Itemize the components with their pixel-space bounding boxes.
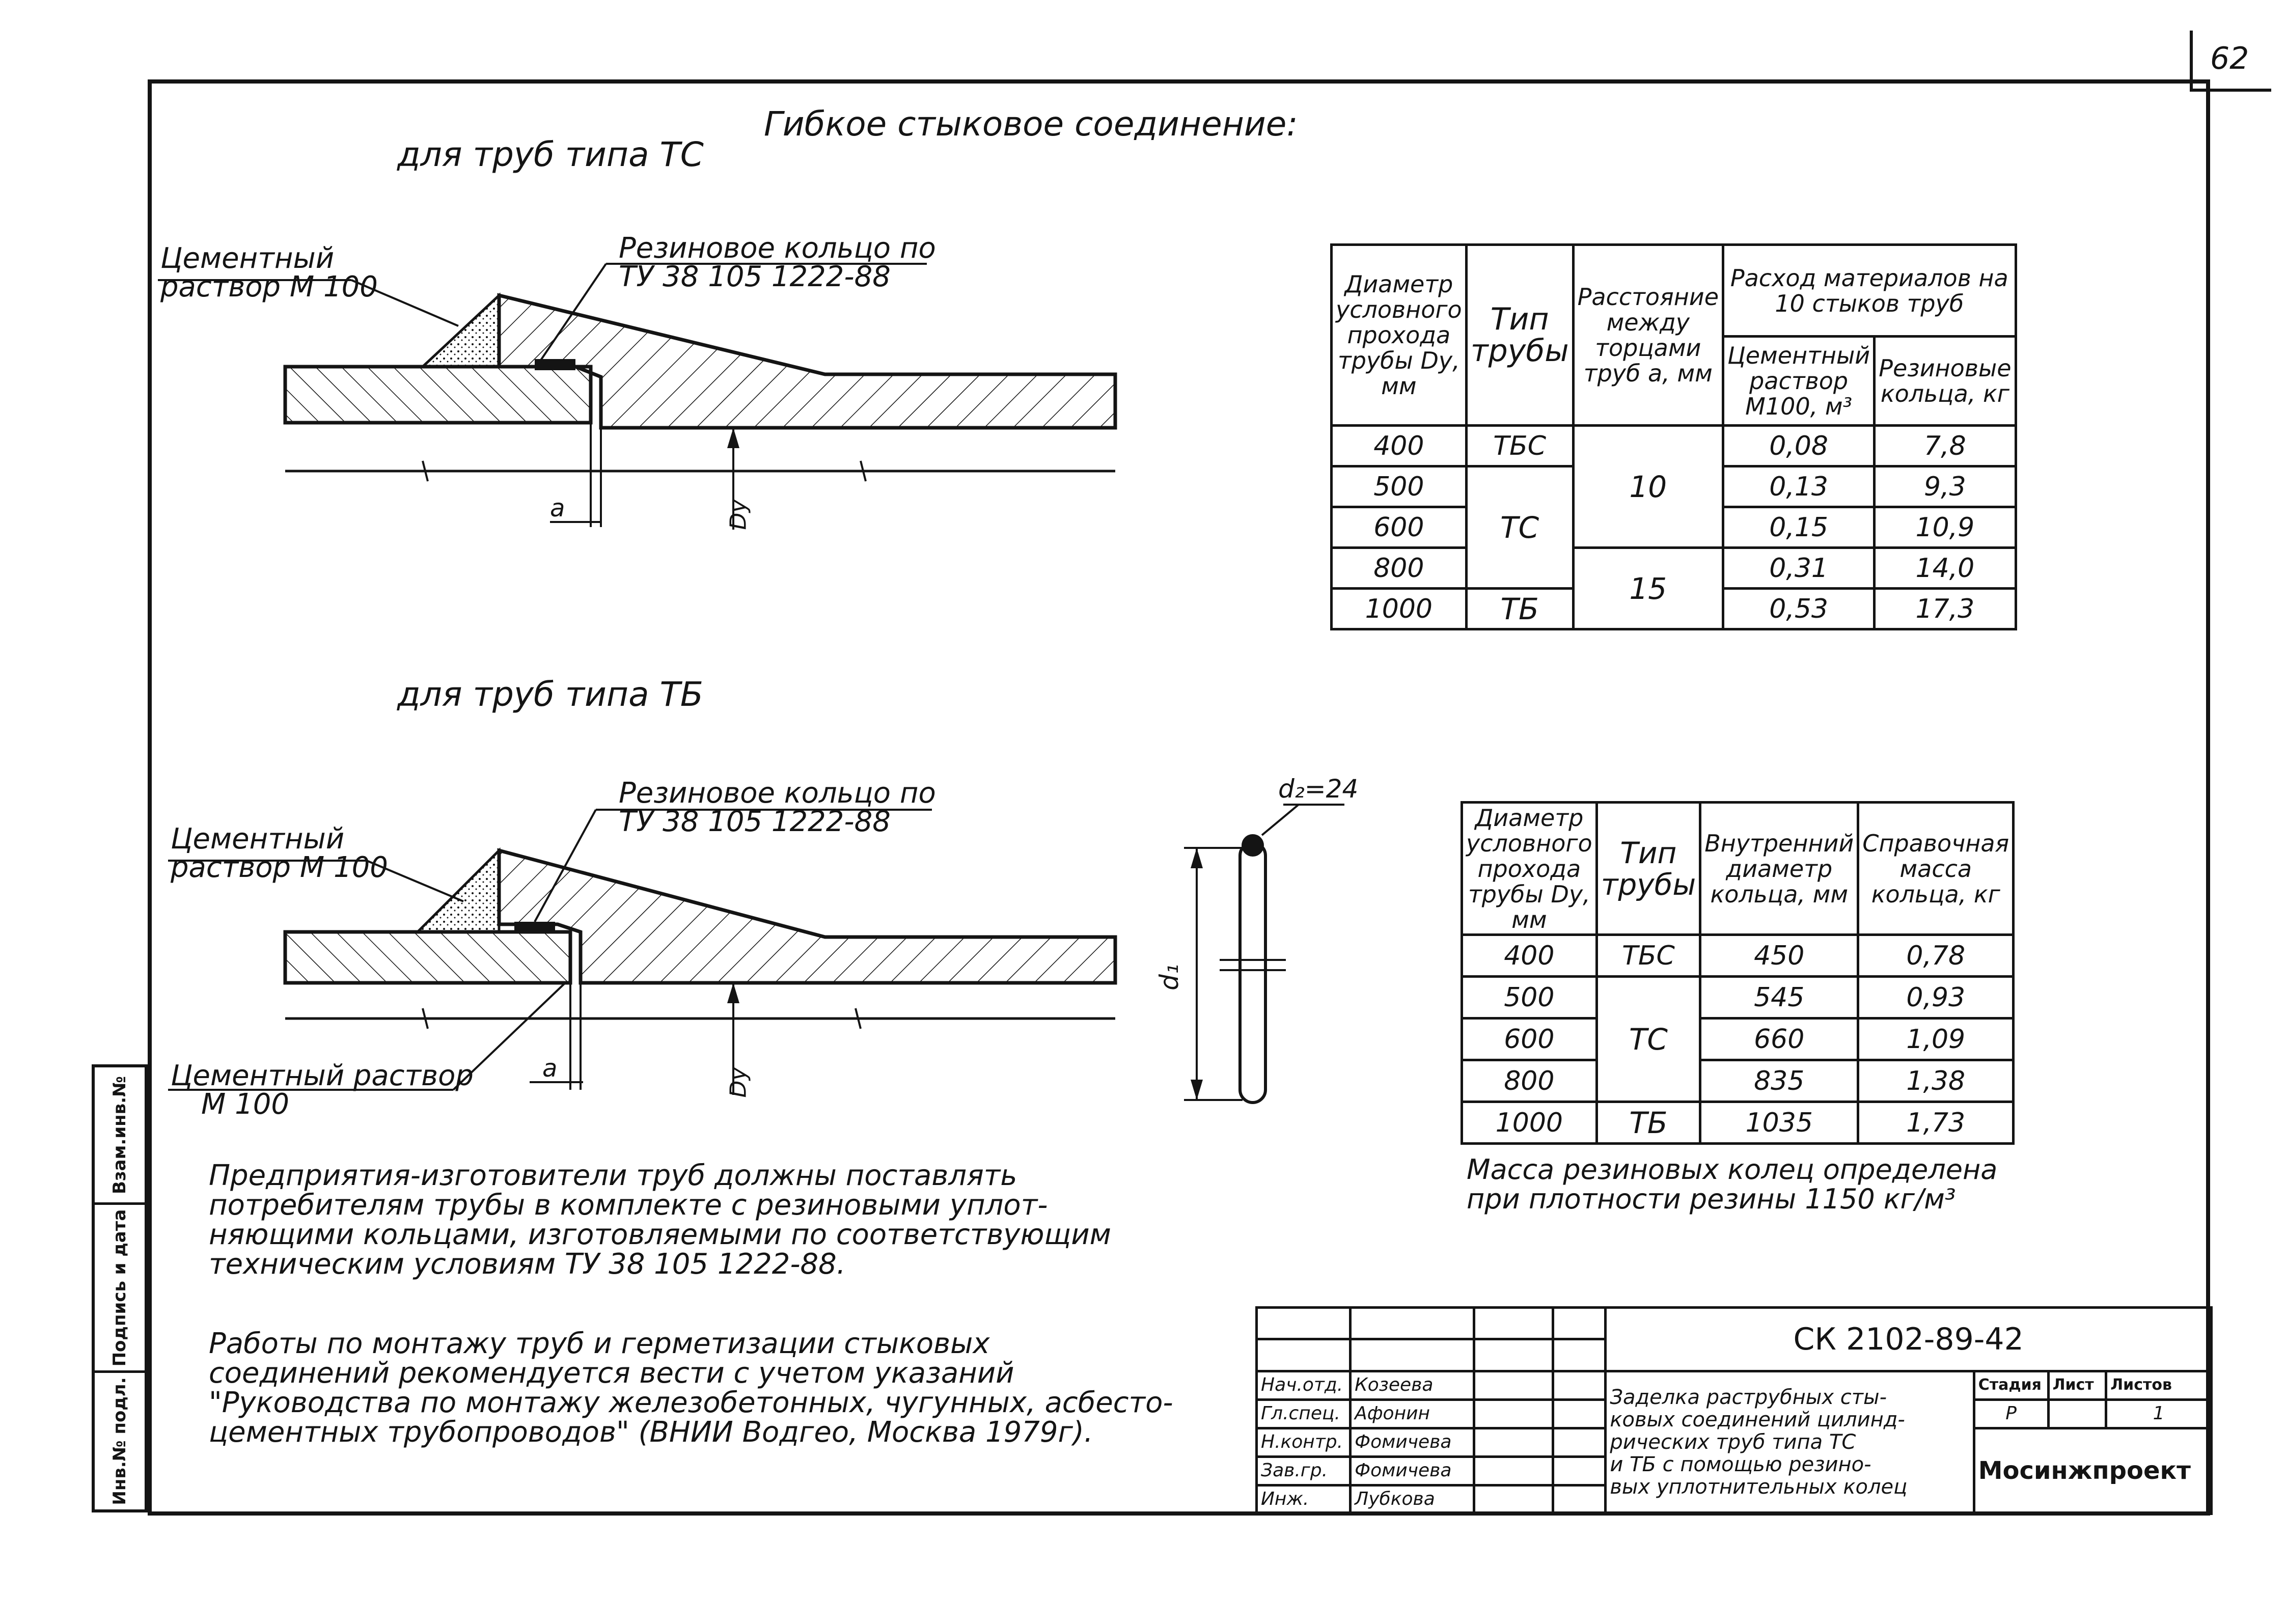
tb-rubber-ring — [514, 922, 555, 933]
t2-cell-type: ТС — [1596, 977, 1700, 1102]
table-row — [1332, 426, 2016, 466]
stamp-stage-label: Стадия — [1974, 1371, 2048, 1399]
ring-d2-label: d₂=24 — [1278, 774, 1359, 804]
tb-ring-label — [619, 779, 936, 836]
tc-dim-a: a — [550, 494, 565, 522]
t1-cell-mortar: 0,13 — [1723, 466, 1875, 507]
stamp-title-line: Заделка раструбных сты- — [1610, 1386, 1887, 1410]
t2-cell-mass: 1,38 — [1858, 1060, 2014, 1102]
t1-cell-rings: 17,3 — [1875, 589, 2016, 629]
stamp-role: Гл.спец. — [1257, 1399, 1351, 1428]
tb-mortar-fill — [418, 850, 499, 932]
stamp-title-line: вых уплотнительных колец — [1610, 1475, 1908, 1499]
note1-line: техническим условиям ТУ 38 105 1222-88. — [209, 1248, 846, 1281]
stamp-title-line: рических труб типа ТС — [1610, 1430, 1856, 1454]
table-row — [1332, 548, 2016, 589]
doc-code: СК 2102-89-42 — [1606, 1308, 2212, 1371]
stamp-name: Фомичева — [1351, 1456, 1474, 1485]
note1-line: потребителям трубы в комплекте с резиновыми уплот- — [209, 1189, 1048, 1222]
t2-cell-inner: 1035 — [1700, 1102, 1858, 1144]
stamp-role: Инж. — [1257, 1485, 1351, 1513]
t1-cell-rings: 9,3 — [1875, 466, 2016, 507]
note1-line: Предприятия-изготовители труб должны поставлять — [209, 1159, 1017, 1192]
t2-cell-dy: 800 — [1462, 1060, 1597, 1102]
stamp-title-line: ковых соединений цилинд- — [1610, 1408, 1905, 1432]
side-label-signature: Подпись и дата — [109, 1209, 130, 1366]
note1-line: няющими кольцами, изготовляемыми по соответствующим — [209, 1218, 1111, 1251]
stamp-role: Н.контр. — [1257, 1428, 1351, 1456]
side-label-inventory: Инв.№ подл. — [109, 1377, 130, 1505]
t2-cell-dy: 500 — [1462, 977, 1597, 1019]
t2-cell-mass: 1,73 — [1858, 1102, 2014, 1144]
note-manufacturers — [209, 1161, 1111, 1279]
table-material-consumption — [1330, 243, 2017, 630]
t1-cell-rings: 14,0 — [1875, 548, 2016, 589]
tc-mortar-fill — [423, 295, 499, 367]
t2-cell-type: ТБС — [1596, 935, 1700, 977]
t2-cell-mass: 0,93 — [1858, 977, 2014, 1019]
t1-cell-gap: 15 — [1573, 548, 1723, 629]
diagram-tc — [158, 260, 1115, 530]
stamp-name: Лубкова — [1351, 1485, 1474, 1513]
stamp-stage: Р — [1974, 1399, 2048, 1428]
tc-ring-label — [619, 234, 936, 291]
t1-cell-dy: 1000 — [1332, 589, 1467, 629]
t1-cell-dy: 400 — [1332, 426, 1467, 466]
t2-cell-dy: 600 — [1462, 1019, 1597, 1060]
t1-cell-rings: 10,9 — [1875, 507, 2016, 548]
t2-header-type: Тип трубы — [1596, 803, 1700, 935]
t1-cell-dy: 600 — [1332, 507, 1467, 548]
table-row — [1462, 977, 2014, 1019]
mass-note-line2: при плотности резины 1150 кг/м³ — [1467, 1183, 1956, 1215]
tc-ring-label-line2: ТУ 38 105 1222-88 — [619, 260, 891, 293]
tb-mortar-bottom-line2: М 100 — [201, 1088, 290, 1121]
t1-cell-gap: 10 — [1573, 426, 1723, 548]
t1-header-rings: Резиновые кольца, кг — [1875, 337, 2016, 426]
ring-diagram — [1184, 805, 1344, 1103]
t1-header-mortar: Цементный раствор М100, м³ — [1723, 337, 1875, 426]
tc-mortar-label-line1: Цементный — [160, 242, 335, 275]
tb-spigot-wall — [285, 932, 570, 983]
table-ring-dimensions — [1461, 801, 2015, 1145]
t1-header-gap: Расстояние между торцами труб a, мм — [1573, 245, 1723, 426]
stamp-title — [1606, 1371, 1974, 1513]
stamp-name: Фомичева — [1351, 1428, 1474, 1456]
tb-ring-label-line2: ТУ 38 105 1222-88 — [619, 805, 891, 838]
table-row — [1462, 1102, 2014, 1144]
t1-cell-dy: 500 — [1332, 466, 1467, 507]
tc-ring-label-line1: Резиновое кольцо по — [619, 232, 936, 265]
note2-line: Работы по монтажу труб и герметизации стыковых — [209, 1327, 990, 1360]
mass-note — [1467, 1155, 1997, 1214]
t1-header-type: Тип трубы — [1466, 245, 1573, 426]
note2-line: "Руководства по монтажу железобетонных, чугунных, асбесто- — [209, 1386, 1173, 1419]
t2-header-diameter: Диаметр условного прохода трубы Dу, мм — [1462, 803, 1597, 935]
t2-cell-mass: 1,09 — [1858, 1019, 2014, 1060]
t1-cell-rings: 7,8 — [1875, 426, 2016, 466]
t2-header-mass: Справочная масса кольца, кг — [1858, 803, 2014, 935]
table-row — [1462, 935, 2014, 977]
stamp-role: Зав.гр. — [1257, 1456, 1351, 1485]
stamp-sheet-label: Лист — [2048, 1371, 2106, 1399]
tb-mortar-bottom-label — [171, 1059, 474, 1121]
note-installation — [209, 1329, 1173, 1447]
t1-cell-type: ТБ — [1466, 589, 1573, 629]
stamp-sheets-label: Листов — [2106, 1371, 2212, 1399]
tb-bell-socket — [499, 850, 1115, 983]
t1-header-diameter: Диаметр условного прохода трубы Dу, мм — [1332, 245, 1467, 426]
t2-cell-mass: 0,78 — [1858, 935, 2014, 977]
t2-cell-dy: 1000 — [1462, 1102, 1597, 1144]
t1-cell-type: ТС — [1466, 466, 1573, 589]
t2-cell-inner: 545 — [1700, 977, 1858, 1019]
title-block — [1255, 1306, 2213, 1515]
t2-cell-inner: 450 — [1700, 935, 1858, 977]
t1-cell-mortar: 0,31 — [1723, 548, 1875, 589]
t2-cell-inner: 660 — [1700, 1019, 1858, 1060]
stamp-role: Нач.отд. — [1257, 1371, 1351, 1399]
tb-ring-label-line1: Резиновое кольцо по — [619, 777, 936, 810]
stamp-title-line: и ТБ с помощью резино- — [1610, 1453, 1871, 1477]
tc-spigot-wall — [285, 367, 591, 423]
tc-mortar-label-line2: раствор М 100 — [160, 270, 378, 304]
tb-mortar-label-line1: Цементный — [171, 822, 345, 856]
table-row — [1462, 1019, 2014, 1060]
tb-mortar-bottom-line1: Цементный раствор — [171, 1059, 474, 1092]
tb-dim-a: a — [542, 1054, 558, 1083]
ring-section-dot — [1242, 834, 1264, 857]
t1-header-consumption: Расход материалов на 10 стыков труб — [1723, 245, 2016, 337]
tb-mortar-label-line2: раствор М 100 — [171, 851, 388, 884]
ring-d1-label: d₁ — [1154, 964, 1184, 990]
tb-mortar-label — [171, 822, 388, 884]
section-title-tc: для труб типа ТС — [397, 135, 704, 174]
t2-header-inner: Внутренний диаметр кольца, мм — [1700, 803, 1858, 935]
stamp-name: Афонин — [1351, 1399, 1474, 1428]
stamp-name: Козеева — [1351, 1371, 1474, 1399]
t1-cell-dy: 800 — [1332, 548, 1467, 589]
page-title: Гибкое стыковое соединение: — [764, 104, 1298, 144]
tc-mortar-label — [160, 242, 378, 304]
t1-cell-mortar: 0,08 — [1723, 426, 1875, 466]
t1-cell-type: ТБС — [1466, 426, 1573, 466]
mass-note-line1: Масса резиновых колец определена — [1467, 1153, 1998, 1186]
stamp-sheets: 1 — [2106, 1399, 2212, 1428]
t2-cell-dy: 400 — [1462, 935, 1597, 977]
t2-cell-inner: 835 — [1700, 1060, 1858, 1102]
tb-dim-dy: Dу — [725, 1067, 752, 1098]
side-label-replace: Взам.инв.№ — [109, 1076, 130, 1194]
table-row — [1462, 1060, 2014, 1102]
t1-cell-mortar: 0,53 — [1723, 589, 1875, 629]
stamp-org: Мосинжпроект — [1974, 1428, 2211, 1513]
ring-body — [1240, 843, 1265, 1103]
note2-line: цементных трубопроводов" (ВНИИ Водгео, Москва 1979г). — [209, 1416, 1093, 1449]
tc-dim-dy: Dу — [725, 499, 752, 530]
t2-cell-type: ТБ — [1596, 1102, 1700, 1144]
sheet-number: 62 — [2210, 41, 2249, 76]
section-title-tb: для труб типа ТБ — [397, 675, 704, 714]
t1-cell-mortar: 0,15 — [1723, 507, 1875, 548]
note2-line: соединений рекомендуется вести с учетом указаний — [209, 1357, 1014, 1390]
